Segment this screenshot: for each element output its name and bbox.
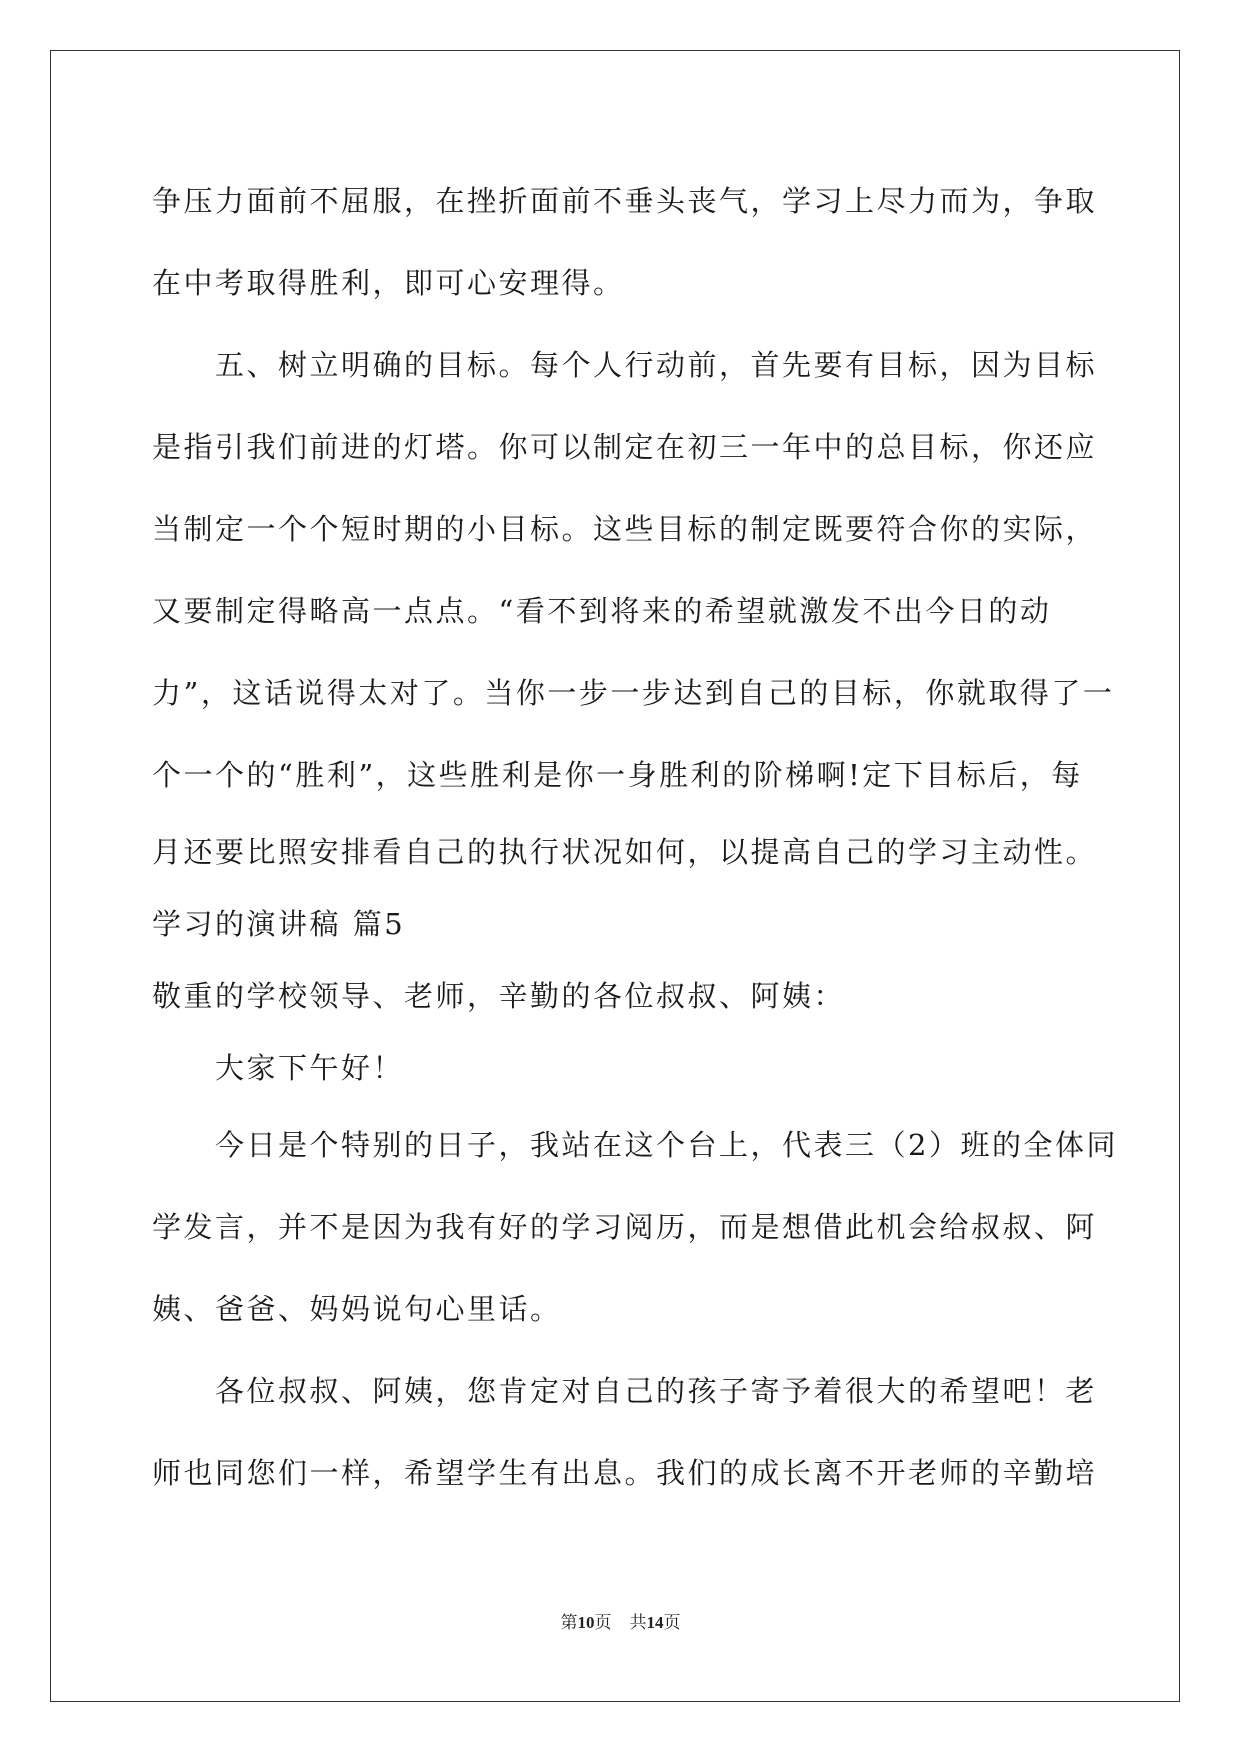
text-line: 争压力面前不屈服，在挫折面前不垂头丧气，学习上尽力而为，争取 <box>152 184 1098 218</box>
page-number: 10 <box>577 1613 595 1632</box>
page-footer <box>0 1608 1241 1633</box>
text-line: 月还要比照安排看自己的执行状况如何，以提高自己的学习主动性。 <box>152 835 1098 869</box>
text-line: 各位叔叔、阿姨，您肯定对自己的孩子寄予着很大的希望吧！老 <box>152 1374 1098 1408</box>
page-prefix: 第 <box>560 1613 578 1632</box>
text-line: 是指引我们前进的灯塔。你可以制定在初三一年中的总目标，你还应 <box>152 430 1098 464</box>
greeting: 大家下午好！ <box>152 1051 405 1085</box>
page-suffix: 页 <box>594 1613 612 1632</box>
text-line: 今日是个特别的日子，我站在这个台上，代表三（2）班的全体同 <box>152 1128 1118 1162</box>
section-heading: 学习的演讲稿 篇5 <box>152 907 406 941</box>
document-body <box>152 160 1118 1514</box>
text-line: 五、树立明确的目标。每个人行动前，首先要有目标，因为目标 <box>152 348 1098 382</box>
text-line: 当制定一个个短时期的小目标。这些目标的制定既要符合你的实际， <box>152 512 1098 546</box>
text-line: 又要制定得略高一点点。“看不到将来的希望就激发不出今日的动 <box>152 594 1052 628</box>
text-line: 力”，这话说得太对了。当你一步一步达到自己的目标，你就取得了一 <box>152 676 1115 710</box>
page-total: 14 <box>646 1613 664 1632</box>
salutation: 敬重的学校领导、老师，辛勤的各位叔叔、阿姨： <box>152 979 846 1013</box>
text-line: 学发言，并不是因为我有好的学习阅历，而是想借此机会给叔叔、阿 <box>152 1210 1098 1244</box>
text-line: 个一个的“胜利”，这些胜利是你一身胜利的阶梯啊!定下目标后，每 <box>152 758 1083 792</box>
text-line: 姨、爸爸、妈妈说句心里话。 <box>152 1292 562 1326</box>
total-prefix: 共 <box>629 1613 647 1632</box>
total-suffix: 页 <box>663 1613 681 1632</box>
text-line: 师也同您们一样，希望学生有出息。我们的成长离不开老师的辛勤培 <box>152 1456 1098 1490</box>
text-line: 在中考取得胜利，即可心安理得。 <box>152 266 625 300</box>
